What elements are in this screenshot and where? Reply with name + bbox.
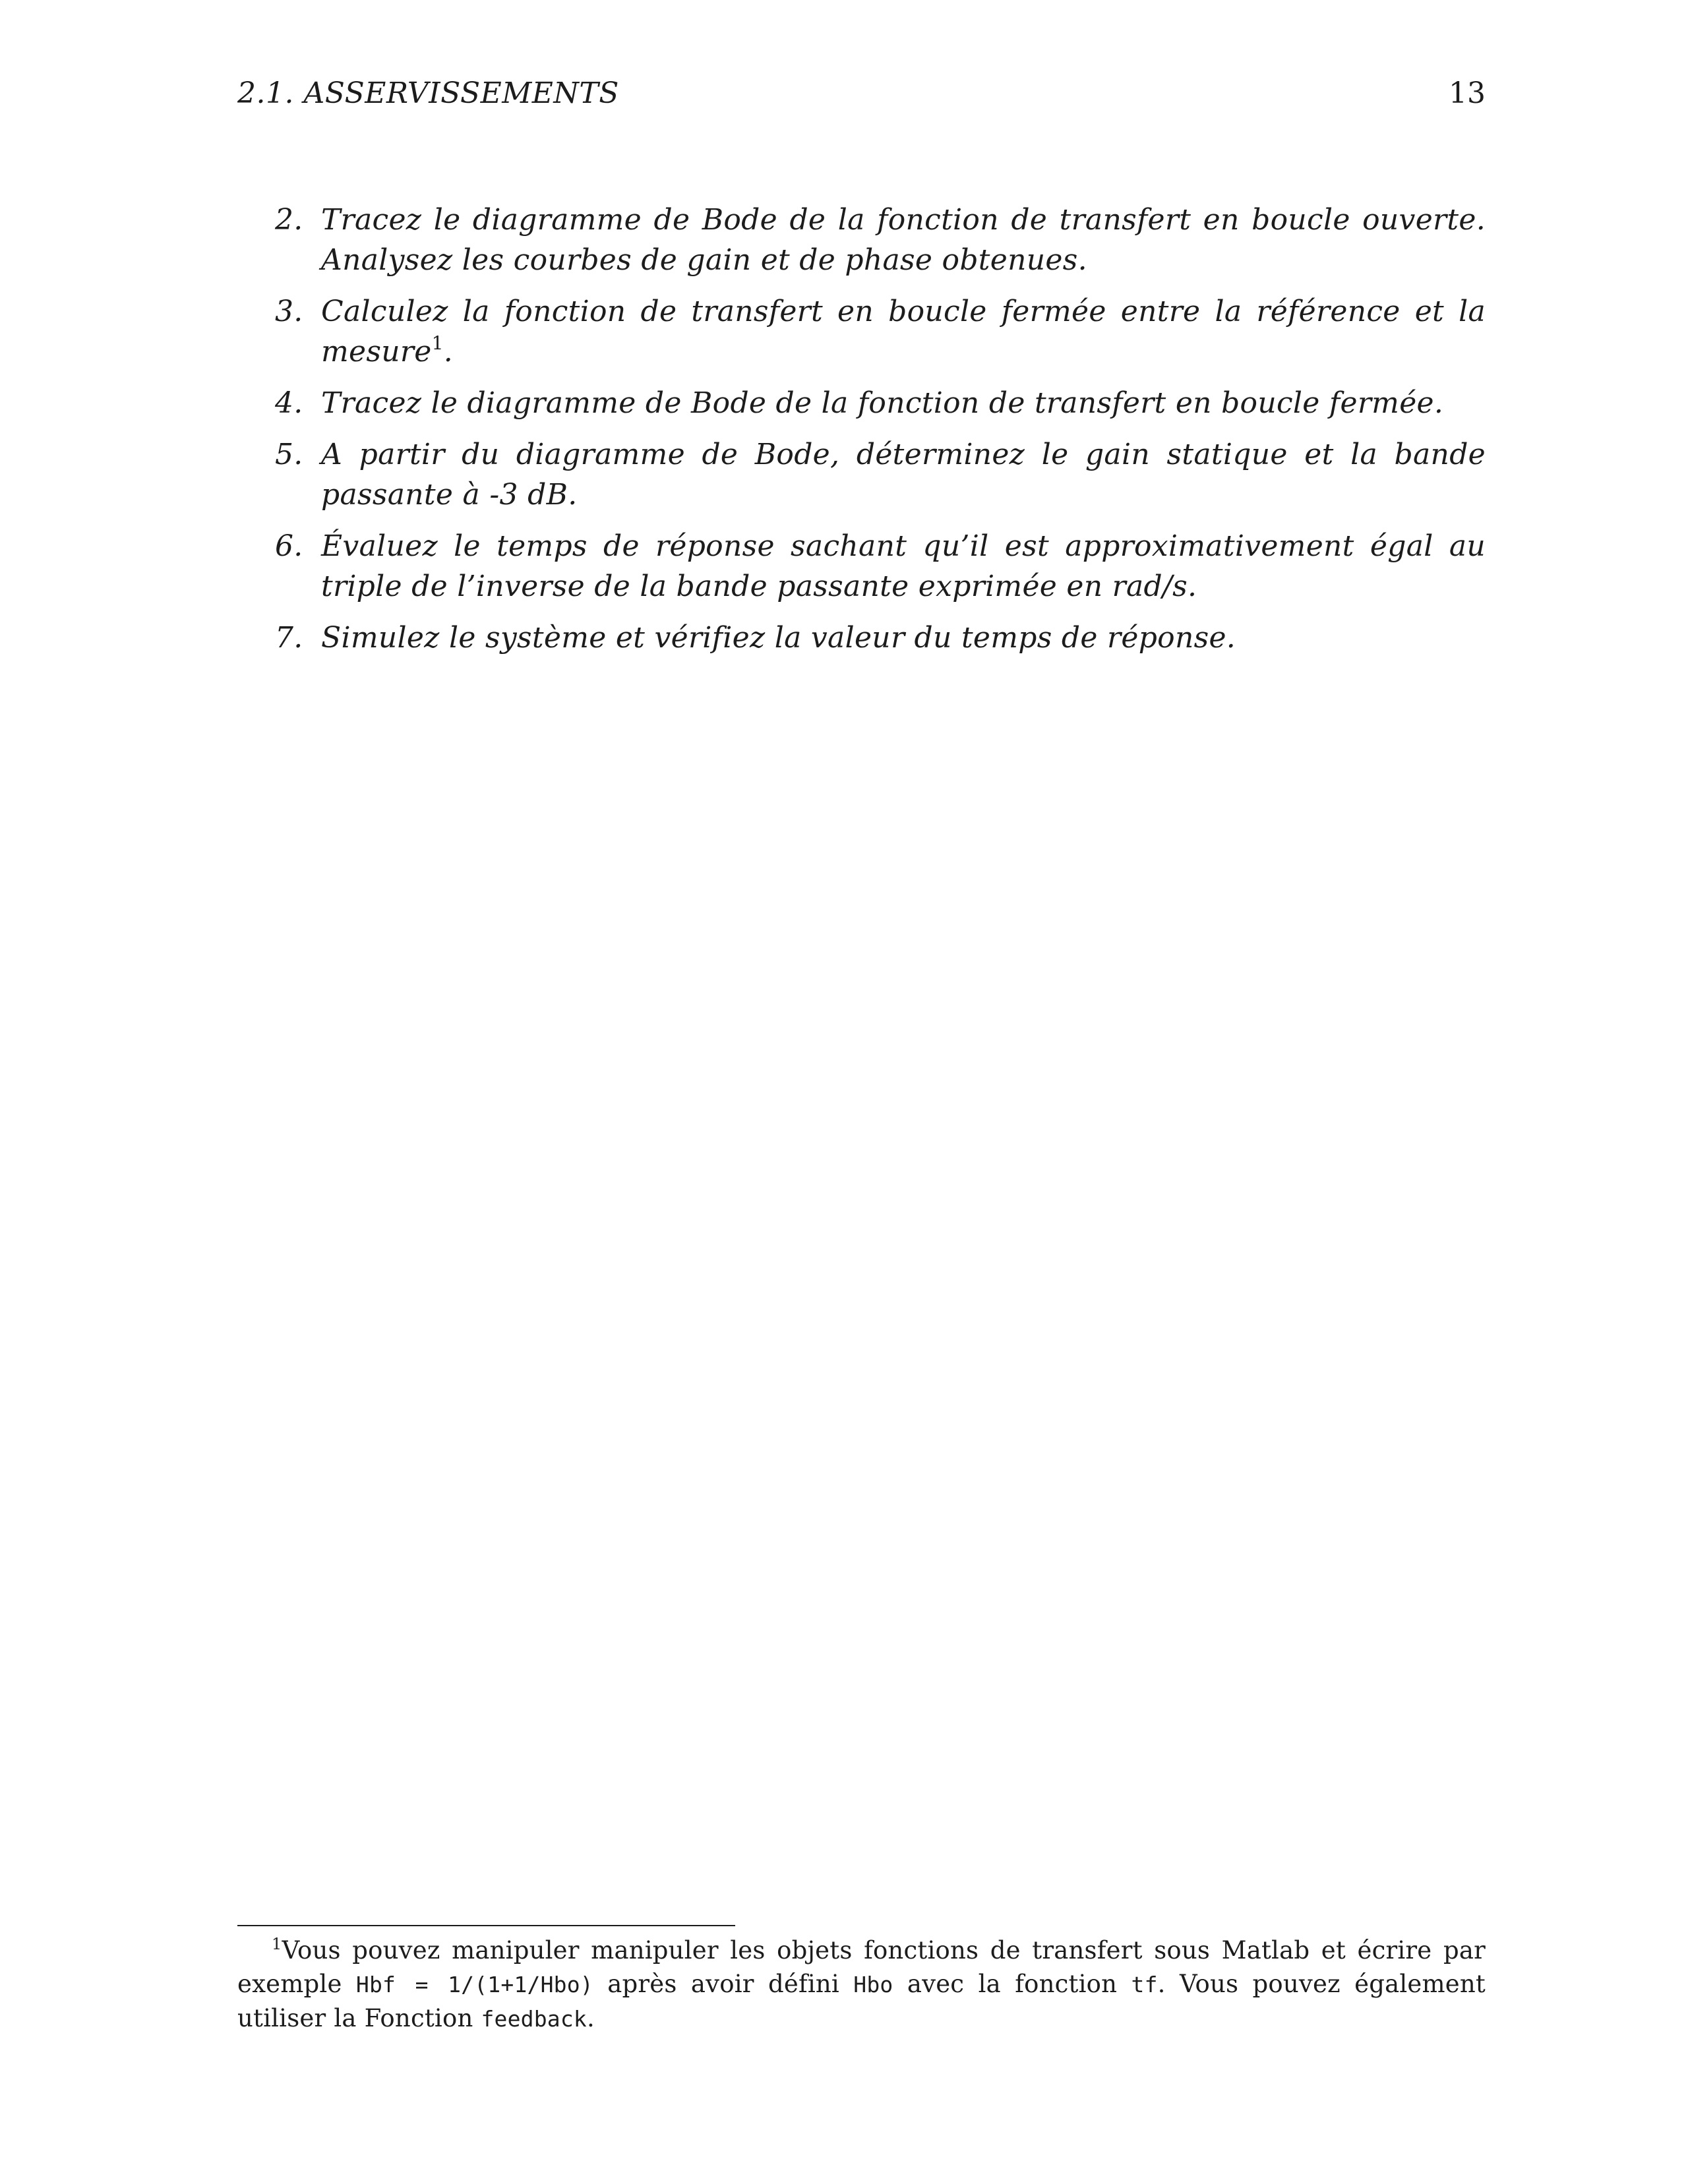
item-text: Évaluez le temps de réponse sachant qu’il est approximativement égal au triple de l’inverse de la bande passante exprimée en rad/s. xyxy=(321,529,1486,603)
list-item xyxy=(237,200,1486,280)
footnote-text: avec la fonction xyxy=(893,1970,1131,1998)
item-number: 2. xyxy=(275,203,303,237)
code-snippet: feedback xyxy=(481,2006,587,2032)
code-snippet: tf xyxy=(1131,1972,1158,1997)
footnote-text: après avoir défini xyxy=(593,1970,854,1998)
footnote-mark: 1 xyxy=(272,1935,282,1953)
footnote-text: . Vous pouvez également utiliser la Fonction xyxy=(237,1970,1486,2032)
list-item xyxy=(237,291,1486,372)
item-text-end: . xyxy=(443,335,453,369)
page-number: 13 xyxy=(1449,76,1486,110)
item-number: 5. xyxy=(275,438,303,471)
item-text: Calculez la fonction de transfert en boucle fermée entre la référence et la mesure xyxy=(321,295,1486,369)
item-text: Tracez le diagramme de Bode de la fonction de transfert en boucle ouverte. Analysez les courbes de gain et de phase obtenues. xyxy=(321,203,1486,277)
list-item xyxy=(237,618,1486,658)
question-list xyxy=(237,200,1486,669)
running-header xyxy=(237,74,1486,113)
item-text: Tracez le diagramme de Bode de la fonction de transfert en boucle fermée. xyxy=(321,386,1444,420)
footnote-text: Vous pouvez manipuler manipuler les objets fonctions de transfert sous Matlab et écrire par exemple xyxy=(237,1936,1486,1998)
section-title: 2.1. ASSERVISSEMENTS xyxy=(237,76,619,110)
item-number: 6. xyxy=(275,529,303,563)
item-number: 4. xyxy=(275,386,303,420)
item-text: A partir du diagramme de Bode, déterminez le gain statique et la bande passante à -3 dB. xyxy=(321,438,1486,512)
list-item xyxy=(237,526,1486,606)
code-snippet: Hbf = 1/(1+1/Hbo) xyxy=(355,1972,593,1997)
footnote-text: . xyxy=(586,2004,595,2032)
footnote-reference[interactable]: 1 xyxy=(431,332,444,354)
footnote-separator xyxy=(237,1925,735,1926)
footnote xyxy=(237,1933,1486,2036)
item-number: 3. xyxy=(275,295,303,328)
code-snippet: Hbo xyxy=(853,1972,893,1997)
item-number: 7. xyxy=(275,621,303,655)
item-text: Simulez le système et vérifiez la valeur du temps de réponse. xyxy=(321,621,1236,655)
list-item xyxy=(237,434,1486,515)
list-item xyxy=(237,383,1486,423)
